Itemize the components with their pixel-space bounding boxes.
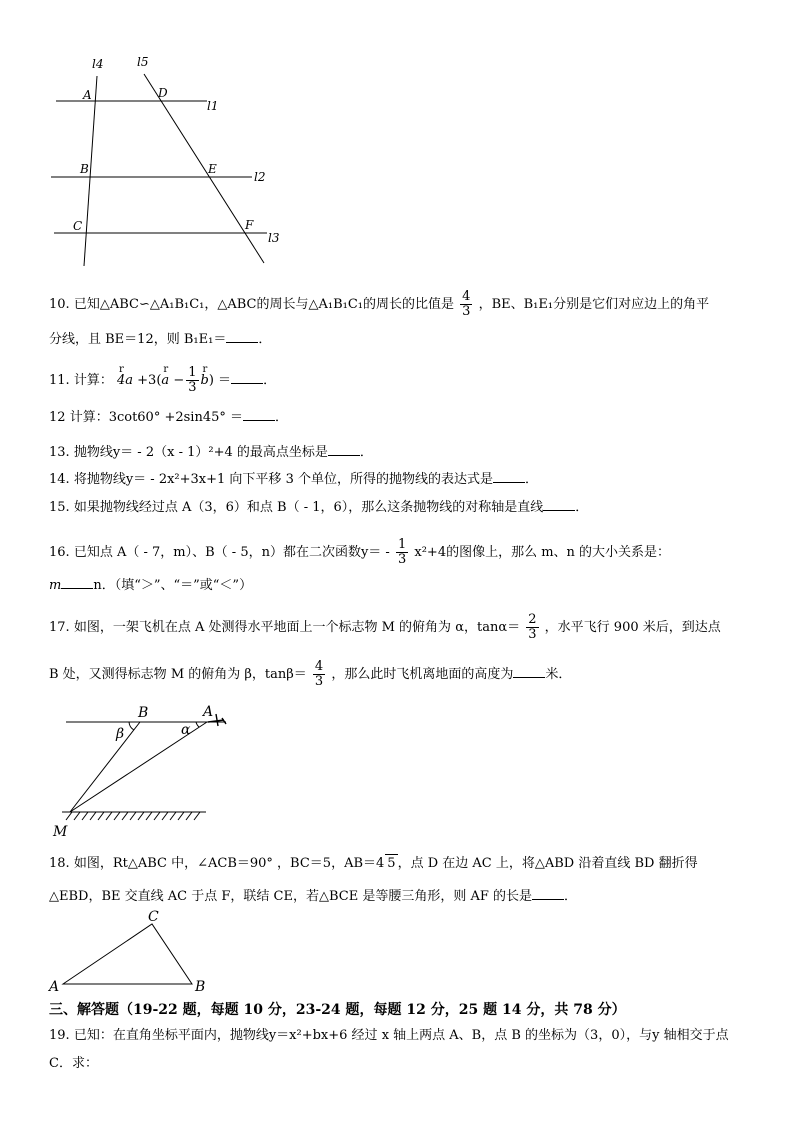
- question-10-line1: [49, 290, 709, 319]
- answer-blank[interactable]: [493, 470, 525, 483]
- line-BM: [70, 722, 140, 812]
- answer-blank[interactable]: [61, 576, 93, 589]
- label-A: A: [49, 979, 60, 993]
- question-17-line2: B 处，又测得标志物 M 的俯角为 β，tanβ＝ $\frac{4}{3}$ ，那么此时飞机离地面的高度为 米．: [49, 659, 572, 689]
- vector-a: 4a r: [116, 364, 134, 388]
- label-A: A: [83, 88, 92, 102]
- label-E: E: [208, 162, 217, 176]
- airplane-figure: [50, 700, 250, 842]
- question-18-line2: △EBD，BE 交直线 AC 于点 F，联结 CE，若△BCE 是等腰三角形，则 AF 的长是 ．: [49, 889, 578, 904]
- answer-blank[interactable]: [226, 330, 258, 343]
- label-A: A: [203, 704, 214, 720]
- label-beta: β: [116, 726, 125, 742]
- question-text: 已知△ABC∽△A₁B₁C₁，△ABC的周长与△A₁B₁C₁的周长的比值是: [73, 297, 455, 312]
- label-l2: l2: [254, 170, 266, 184]
- question-19-line2: C．求：: [49, 1056, 98, 1071]
- label-B: B: [138, 705, 149, 721]
- label-C: C: [148, 909, 159, 925]
- fraction: $\frac{2}{3}$: [528, 612, 537, 642]
- vector-a: a r: [161, 364, 170, 388]
- question-11: 11. 计算： 4a r +3(a r − $\frac{1}{3}$ b r ) ＝ ．: [49, 364, 277, 395]
- label-M: M: [53, 824, 68, 840]
- square-root: 5: [387, 856, 396, 871]
- question-18-line1: 18. 如图，Rt△ABC 中，∠ACB＝90° ，BC＝5，AB＝4 5 ，点 D 在边 AC 上，将△ABD 沿着直线 BD 翻折得: [49, 856, 698, 871]
- label-l1: l1: [207, 99, 219, 113]
- parallel-lines-figure: [40, 50, 290, 272]
- angle-alpha-arc: [196, 722, 199, 727]
- answer-blank[interactable]: [231, 371, 263, 384]
- line-l5: [144, 74, 264, 263]
- fraction: $\frac{4}{3}$: [314, 659, 324, 689]
- label-alpha: α: [181, 722, 191, 738]
- answer-blank[interactable]: [243, 408, 275, 421]
- section-heading: 三、解答题（19-22 题，每题 10 分，23-24 题，每题 12 分，25 题 14 分，共 78 分）: [49, 1002, 626, 1018]
- question-15: 15. 如果抛物线经过点 A（3，6）和点 B（ - 1，6），那么这条抛物线的对称轴是直线 ．: [49, 500, 589, 515]
- question-19-line1: 19. 已知：在直角坐标平面内，抛物线y＝x²+bx+6 经过 x 轴上两点 A、B，点 B 的坐标为（3，0），与y 轴相交于点: [49, 1028, 729, 1043]
- question-13: 13. 抛物线y＝ - 2（x - 1）²+4 的最高点坐标是 ．: [49, 445, 373, 460]
- question-17-line1: 17. 如图，一架飞机在点 A 处测得水平地面上一个标志物 M 的俯角为 α，tanα＝ $\frac{2}{3}$ ，水平飞行 900 米后，到达点: [49, 612, 721, 642]
- label-l5: l5: [137, 55, 149, 69]
- question-14: 14. 将抛物线y＝ - 2x²+3x+1 向下平移 3 个单位，所得的抛物线的表达式是 ．: [49, 472, 538, 487]
- triangle-figure: [45, 908, 215, 993]
- label-F: F: [245, 218, 254, 232]
- question-10-line2: 分线，且 BE＝12，则 B₁E₁＝ ．: [49, 332, 272, 347]
- label-D: D: [158, 86, 168, 100]
- vector-b: b r: [200, 364, 209, 388]
- label-l3: l3: [268, 231, 280, 245]
- label-l4: l4: [92, 57, 104, 71]
- answer-blank[interactable]: [328, 443, 360, 456]
- question-number: 10.: [49, 297, 70, 312]
- question-12: 12 计算：3cot60° +2sin45° ＝ ．: [49, 410, 289, 425]
- triangle-ABC: [63, 924, 192, 984]
- angle-beta-arc: [129, 722, 134, 730]
- question-16-line2: m n．（填“＞”、“＝”或“＜”）: [49, 578, 253, 593]
- answer-blank[interactable]: [532, 887, 564, 900]
- question-16-line1: 16. 已知点 A（ - 7，m）、B（ - 5，n）都在二次函数y＝ - $\frac{1}{3}$ x²+4的图像上，那么 m、n 的大小关系是：: [49, 537, 671, 567]
- answer-blank[interactable]: [513, 665, 545, 678]
- fraction: $\frac{1}{3}$: [397, 537, 407, 567]
- label-C: C: [73, 219, 83, 233]
- fraction: $\frac{4}{3}$: [462, 289, 471, 319]
- fraction: $\frac{1}{3}$: [188, 365, 197, 395]
- answer-blank[interactable]: [543, 498, 575, 511]
- label-B: B: [80, 162, 89, 176]
- ground-hatching: [66, 812, 200, 820]
- label-B: B: [195, 979, 206, 993]
- question-text: ，BE、B₁E₁分别是它们对应边上的角平: [478, 297, 710, 312]
